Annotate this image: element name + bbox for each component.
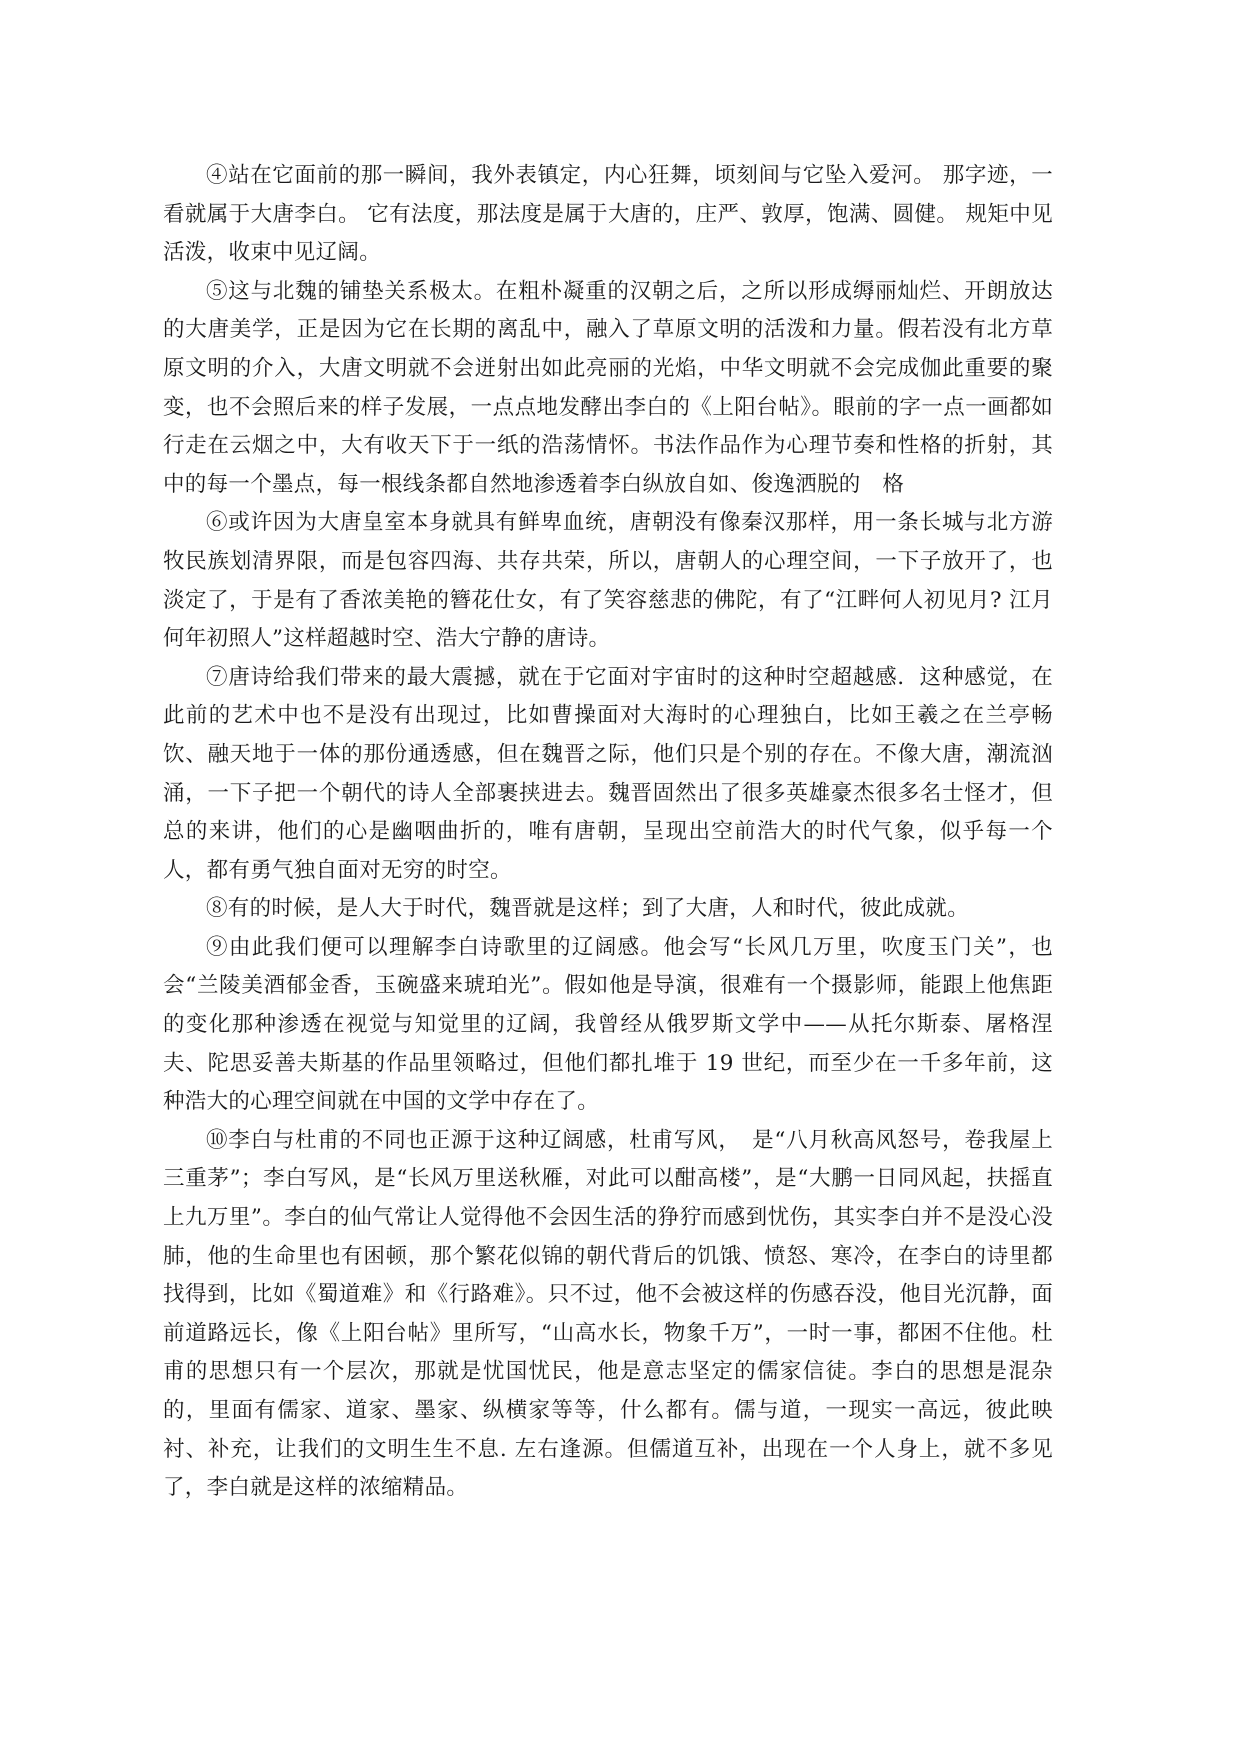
paragraph-8: ⑧有的时候，是人大于时代，魏晋就是这样；到了大唐，人和时代，彼此成就。 — [206, 896, 970, 922]
paragraph-6: ⑥或许因为大唐皇室本身就具有鲜卑血统，唐朝没有像秦汉那样，用一条长城与北方游牧民族划清界限，而是包容四海、共存共荣，所以，唐朝人的心理空间，一下子放开了，也淡定了，于是有了香浓美艳的簪花仕女，有了笑容慈悲的佛陀，有了“江畔何人初见月? 江月何年初照人”这样超越时空、浩大宁静的唐诗。 — [163, 510, 1053, 652]
paragraph-7: ⑦唐诗给我们带来的最大震撼，就在于它面对宇宙时的这种时空超越感．这种感觉，在此前的艺术中也不是没有出现过，比如曹操面对大海时的心理独白，比如王羲之在兰亭畅饮、融天地于一体的那份通透感，但在魏晋之际，他们只是个别的存在。不像大唐，潮流汹涌，一下子把一个朝代的诗人全部裹挟进去。魏晋固然出了很多英雄豪杰很多名士怪才，但总的来讲，他们的心是幽咽曲折的，唯有唐朝，呈现出空前浩大的时代气象，似乎每一个人，都有勇气独自面对无穷的时空。 — [163, 664, 1053, 883]
paragraph-4: ④站在它面前的那一瞬间，我外表镇定，内心狂舞，顷刻间与它坠入爱河。 那字迹，一看就属于大唐李白。 它有法度，那法度是属于大唐的，庄严、敦厚，饱满、圆健。 规矩中见活泼，收束中见辽阔。 — [163, 163, 1053, 266]
paragraph-10: ⑩李白与杜甫的不同也正源于这种辽阔感，杜甫写风， 是“八月秋高风怒号，卷我屋上三重茅”；李白写风，是“长风万里送秋雁，对此可以酣高楼”，是“大鹏一日同风起，扶摇直上九万里”。李白的仙气常让人觉得他不会因生活的狰狞而感到忧伤，其实李白并不是没心没肺，他的生命里也有困顿，那个繁花似锦的朝代背后的饥饿、愤怒、寒冷，在李白的诗里都找得到，比如《蜀道难》和《行路难》。只不过，他不会被这样的伤感吞没，他目光沉静，面前道路远长，像《上阳台帖》里所写，“山高水长，物象千万”，一时一事，都困不住他。杜甫的思想只有一个层次，那就是忧国忧民，他是意志坚定的儒家信徒。李白的思想是混杂的，里面有儒家、道家、墨家、纵横家等等，什么都有。儒与道，一现实一高远，彼此映衬、补充，让我们的文明生生不息. 左右逢源。但儒道互补，出现在一个人身上，就不多见了，李白就是这样的浓缩精品。 — [163, 1127, 1053, 1501]
paragraph-5: ⑤这与北魏的铺垫关系极太。在粗朴凝重的汉朝之后，之所以形成缛丽灿烂、开朗放达的大唐美学，正是因为它在长期的离乱中，融入了草原文明的活泼和力量。假若没有北方草原文明的介入，大唐文明就不会迸射出如此亮丽的光焰，中华文明就不会完成伽此重要的聚变，也不会照后来的样子发展，一点点地发酵出李白的《上阳台帖》。眼前的字一点一画都如行走在云烟之中，大有收天下于一纸的浩荡情怀。书法作品作为心理节奏和性格的折射，其中的每一个墨点，每一根线条都自然地渗透着李白纵放自如、俊逸洒脱的 格 — [163, 278, 1053, 497]
article-body — [163, 157, 1053, 1508]
paragraph-9: ⑨由此我们便可以理解李白诗歌里的辽阔感。他会写“长风几万里，吹度玉门关”，也会“兰陵美酒郁金香，玉碗盛来琥珀光”。假如他是导演，很难有一个摄影师，能跟上他焦距的变化那种渗透在视觉与知觉里的辽阔，我曾经从俄罗斯文学中——从托尔斯泰、屠格涅夫、陀思妥善夫斯基的作品里领略过，但他们都扎堆于 19 世纪，而至少在一千多年前，这种浩大的心理空间就在中国的文学中存在了。 — [163, 934, 1053, 1115]
